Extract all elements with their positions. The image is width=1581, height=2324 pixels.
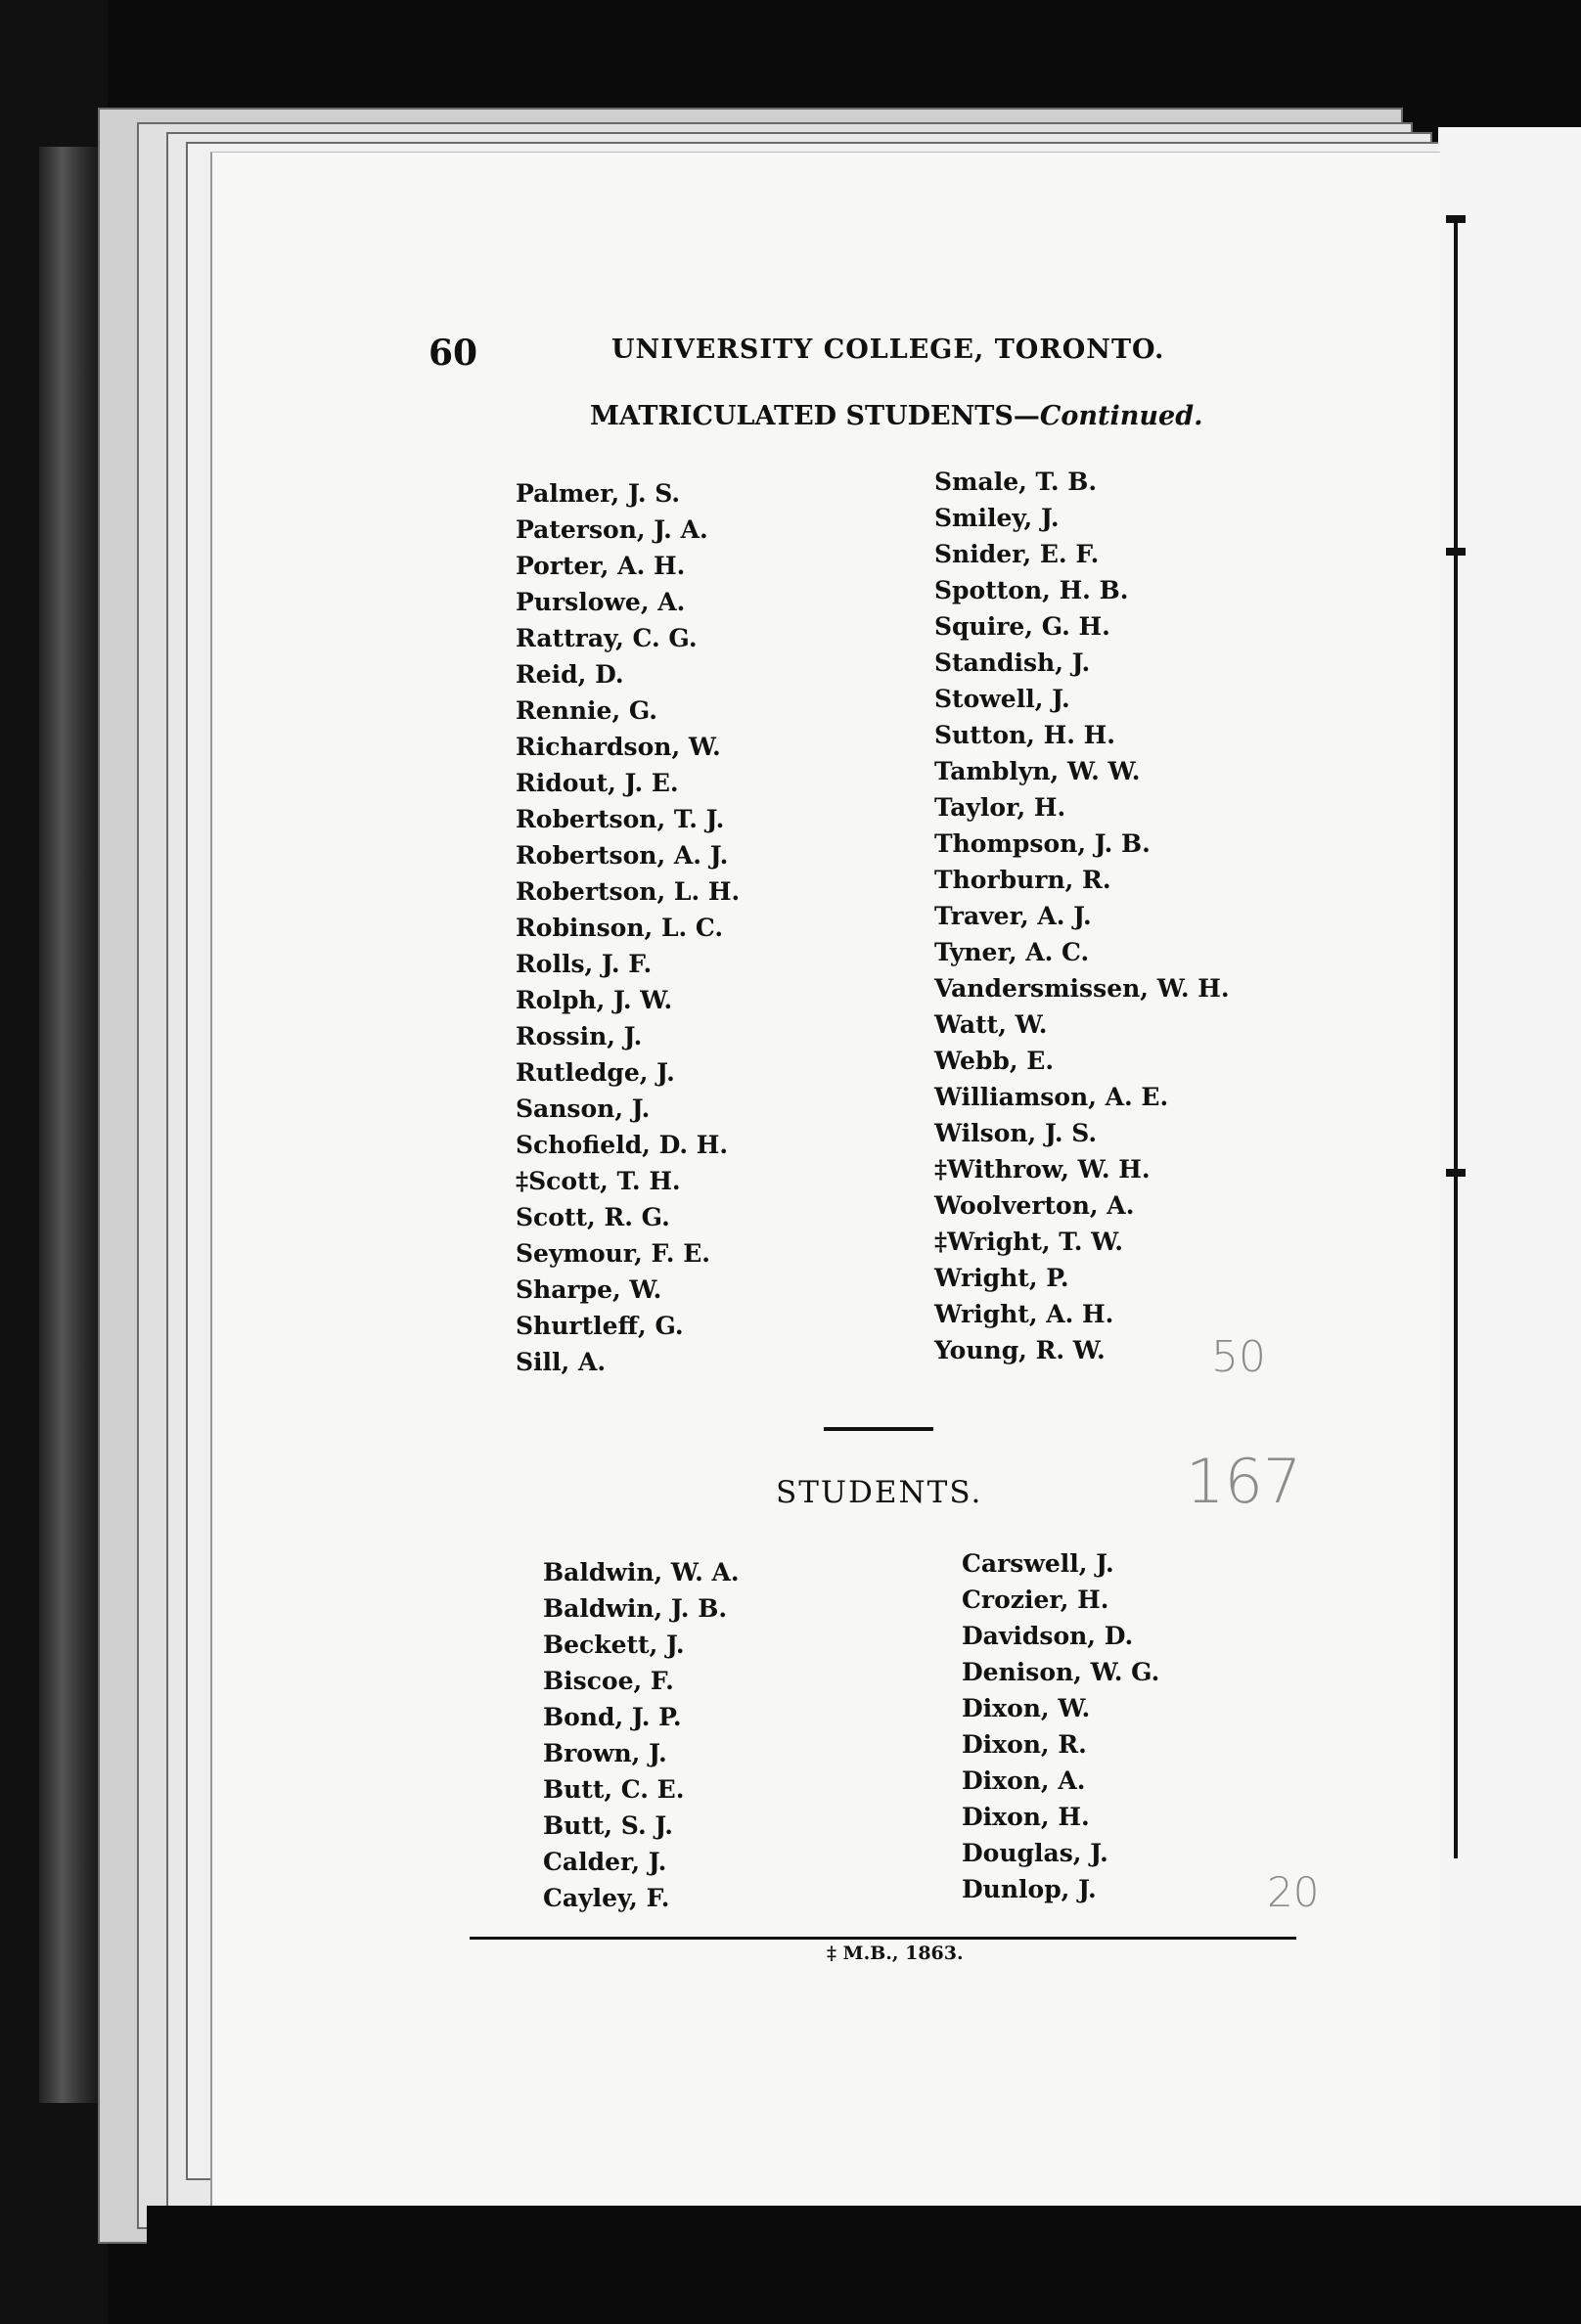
matriculated-heading-continued: Continued. (1039, 401, 1203, 431)
handwritten-tally: 20 (1267, 1868, 1320, 1916)
list-item: Snider, E. F. (934, 540, 1100, 568)
scan-background-bottom (147, 2206, 1581, 2324)
list-item: Palmer, J. S. (516, 479, 681, 508)
list-item: Rossin, J. (516, 1022, 643, 1050)
list-item: Dunlop, J. (962, 1875, 1097, 1903)
list-item: Purslowe, A. (516, 588, 686, 616)
list-item: Sanson, J. (516, 1095, 651, 1123)
handwritten-tally: 50 (1211, 1332, 1266, 1382)
students-left-column (543, 1554, 740, 1916)
binding-stitch (1446, 548, 1466, 556)
list-item: ‡Scott, T. H. (516, 1167, 681, 1195)
list-item: Dixon, H. (962, 1803, 1090, 1831)
list-item: Squire, G. H. (934, 612, 1110, 641)
list-item: Dixon, R. (962, 1730, 1087, 1759)
matriculated-right-column (934, 464, 1230, 1368)
list-item: Sharpe, W. (516, 1275, 662, 1304)
document-page (210, 152, 1440, 2207)
list-item: Douglas, J. (962, 1839, 1108, 1867)
list-item: Thorburn, R. (934, 866, 1111, 894)
footnote: ‡ M.B., 1863. (827, 1943, 964, 1964)
list-item: Robertson, A. J. (516, 841, 729, 870)
list-item: Butt, C. E. (543, 1775, 685, 1804)
list-item: Rattray, C. G. (516, 624, 698, 652)
list-item: Williamson, A. E. (934, 1083, 1169, 1111)
list-item: Paterson, J. A. (516, 515, 708, 544)
list-item: Baldwin, J. B. (543, 1594, 728, 1623)
list-item: Rutledge, J. (516, 1058, 675, 1087)
running-head: UNIVERSITY COLLEGE, TORONTO. (611, 335, 1165, 365)
list-item: Thompson, J. B. (934, 829, 1151, 858)
list-item: Butt, S. J. (543, 1811, 673, 1840)
list-item: Taylor, H. (934, 793, 1066, 822)
list-item: Robertson, L. H. (516, 877, 741, 906)
list-item: Smiley, J. (934, 504, 1060, 532)
list-item: Robertson, T. J. (516, 805, 725, 833)
list-item: Vandersmissen, W. H. (934, 974, 1230, 1003)
list-item: Robinson, L. C. (516, 914, 724, 942)
list-item: Spotton, H. B. (934, 576, 1129, 604)
list-item: Tyner, A. C. (934, 938, 1090, 966)
list-item: Sill, A. (516, 1348, 607, 1376)
list-item: Brown, J. (543, 1739, 667, 1767)
list-item: Bond, J. P. (543, 1703, 682, 1731)
list-item: Richardson, W. (516, 733, 721, 761)
page-number: 60 (429, 333, 478, 374)
list-item: Smale, T. B. (934, 468, 1098, 496)
binding-thread (1454, 215, 1458, 1858)
list-item: Wilson, J. S. (934, 1119, 1098, 1147)
list-item: Porter, A. H. (516, 552, 686, 580)
list-item: Carswell, J. (962, 1549, 1114, 1578)
list-item: Calder, J. (543, 1848, 667, 1876)
list-item: Webb, E. (934, 1047, 1055, 1075)
list-item: Stowell, J. (934, 685, 1070, 713)
handwritten-tally: 167 (1186, 1446, 1302, 1517)
list-item: Rolls, J. F. (516, 950, 653, 978)
matriculated-heading (590, 401, 1202, 431)
list-item: ‡Withrow, W. H. (934, 1155, 1151, 1184)
list-item: Dixon, W. (962, 1694, 1091, 1722)
list-item: Crozier, H. (962, 1586, 1109, 1614)
list-item: Baldwin, W. A. (543, 1558, 740, 1587)
list-item: Cayley, F. (543, 1884, 670, 1912)
list-item: Davidson, D. (962, 1622, 1134, 1650)
list-item: Seymour, F. E. (516, 1239, 710, 1268)
matriculated-heading-text: MATRICULATED STUDENTS— (590, 401, 1040, 431)
list-item: Dixon, A. (962, 1766, 1086, 1795)
list-item: Standish, J. (934, 648, 1091, 677)
list-item: Reid, D. (516, 660, 624, 689)
facing-page-margin (1438, 127, 1581, 2324)
list-item: Young, R. W. (934, 1336, 1106, 1364)
students-heading: STUDENTS. (776, 1475, 983, 1510)
list-item: ‡Wright, T. W. (934, 1228, 1123, 1256)
list-item: Traver, A. J. (934, 902, 1092, 930)
list-item: Scott, R. G. (516, 1203, 670, 1231)
matriculated-left-column (516, 475, 740, 1380)
list-item: Wright, P. (934, 1264, 1069, 1292)
section-divider (824, 1427, 933, 1431)
list-item: Wright, A. H. (934, 1300, 1114, 1328)
list-item: Rennie, G. (516, 696, 658, 725)
list-item: Watt, W. (934, 1010, 1048, 1039)
list-item: Beckett, J. (543, 1631, 685, 1659)
list-item: Denison, W. G. (962, 1658, 1160, 1686)
binding-stitch (1446, 1169, 1466, 1177)
book-binding-edge (39, 147, 98, 2103)
list-item: Ridout, J. E. (516, 769, 679, 797)
list-item: Schofield, D. H. (516, 1131, 729, 1159)
list-item: Shurtleff, G. (516, 1312, 684, 1340)
footnote-rule (470, 1937, 1296, 1940)
students-right-column (962, 1545, 1159, 1907)
list-item: Tamblyn, W. W. (934, 757, 1141, 785)
list-item: Woolverton, A. (934, 1191, 1135, 1220)
list-item: Biscoe, F. (543, 1667, 674, 1695)
list-item: Rolph, J. W. (516, 986, 673, 1014)
list-item: Sutton, H. H. (934, 721, 1115, 749)
binding-stitch (1446, 215, 1466, 223)
